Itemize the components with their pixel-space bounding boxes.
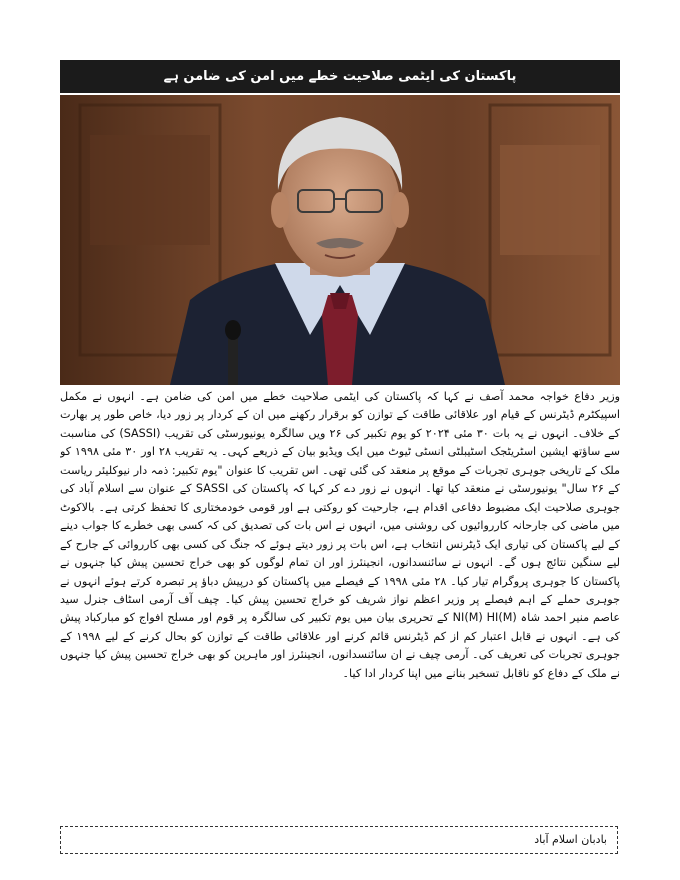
portrait-illustration [60,95,620,385]
article-body: وزیر دفاع خواجہ محمد آصف نے کہا کہ پاکستان کی ایٹمی صلاحیت خطے میں امن کی ضامن ہے۔ انہوں نے مکمل اسپیکٹرم ڈیٹرنس کے قیام اور علاقائی طاقت کے توازن کو برقرار رکھنے میں ان کے کردار پر زور دیا، خاص طور پر بھارت کے خلاف۔ انہوں نے یہ بات ۳۰ مئی ۲۰۲۴ کو یوم تکبیر کی ۲۶ ویں سالگرہ یونیورسٹی کی تقریب (SASSI) کی مناسبت سے ساؤتھ ایشین اسٹریٹجک اسٹیبلٹی انسٹی ٹیوٹ میں ایک ویڈیو بیان کے ذریعے کہی۔ یہ تقریب ۲۸ اور ۳۰ مئی ۱۹۹۸ کو ملک کے تاریخی جوہری تجربات کے موقع پر منعقد کی گئی تھی۔ اس تقریب کا عنوان "یوم تکبیر: ذمہ دار نیوکلیئر ریاست کے ۲۶ سال" یونیورسٹی نے منعقد کیا تھا۔ انہوں نے زور دے کر کہا کہ پاکستان کی SASSI کے عنوان سے اسلام آباد کی جوہری صلاحیت ایک مضبوط دفاعی اقدام ہے، جارحیت کو روکتی ہے اور قومی خودمختاری کا تحفظ کرتی ہے۔ بالاکوٹ میں ماضی کی جارحانہ کارروائیوں کی روشنی میں، انہوں نے اس بات کی تصدیق کی کہ کسی بھی خطرے کا جواب دینے کے لیے پاکستان کی تیاری ایک ڈیٹرنس انتخاب ہے، اس بات پر زور دیتے ہوئے کہ جنگ کی کسی بھی کارروائی کے جارح کے لیے سنگین نتائج ہوں گے۔ انہوں نے سائنسدانوں، انجینئرز اور ان تمام لوگوں کو بھی خراج تحسین پیش کیا جنہوں نے پاکستان کا جوہری پروگرام تیار کیا۔ ۲۸ مئی ۱۹۹۸ کے فیصلے میں پاکستان کو درپیش دباؤ پر تبصرہ کرتے ہوئے انہوں نے جوہری حملے کے اہم فیصلے پر وزیر اعظم نواز شریف کو خراج تحسین پیش کیا۔ چیف آف آرمی اسٹاف جنرل سید عاصم منیر احمد شاہ NI(M) HI(M) کے تحریری بیان میں یوم تکبیر کی سالگرہ پر قوم اور مسلح افواج کو مبارکباد پیش کی ہے۔ انہوں نے قابل اعتبار کم از کم ڈیٹرنس قائم کرنے اور علاقائی طاقت کے توازن کو بحال کرنے کے لیے ۱۹۹۸ کے جوہری تجربات کی تعریف کی۔ آرمی چیف نے ان سائنسدانوں، انجینئرز اور ماہرین کو بھی خراج تحسین پیش کیا جنہوں نے ملک کے دفاع کو ناقابل تسخیر بنانے میں اپنا کردار ادا کیا۔ [60,390,620,680]
footer-byline-box [60,826,618,854]
headline-bar [60,60,620,93]
headline-text: پاکستان کی ایٹمی صلاحیت خطے میں امن کی ضامن ہے [163,69,517,84]
portrait-photo [60,95,620,385]
byline: بادبان اسلام آباد [534,833,607,846]
